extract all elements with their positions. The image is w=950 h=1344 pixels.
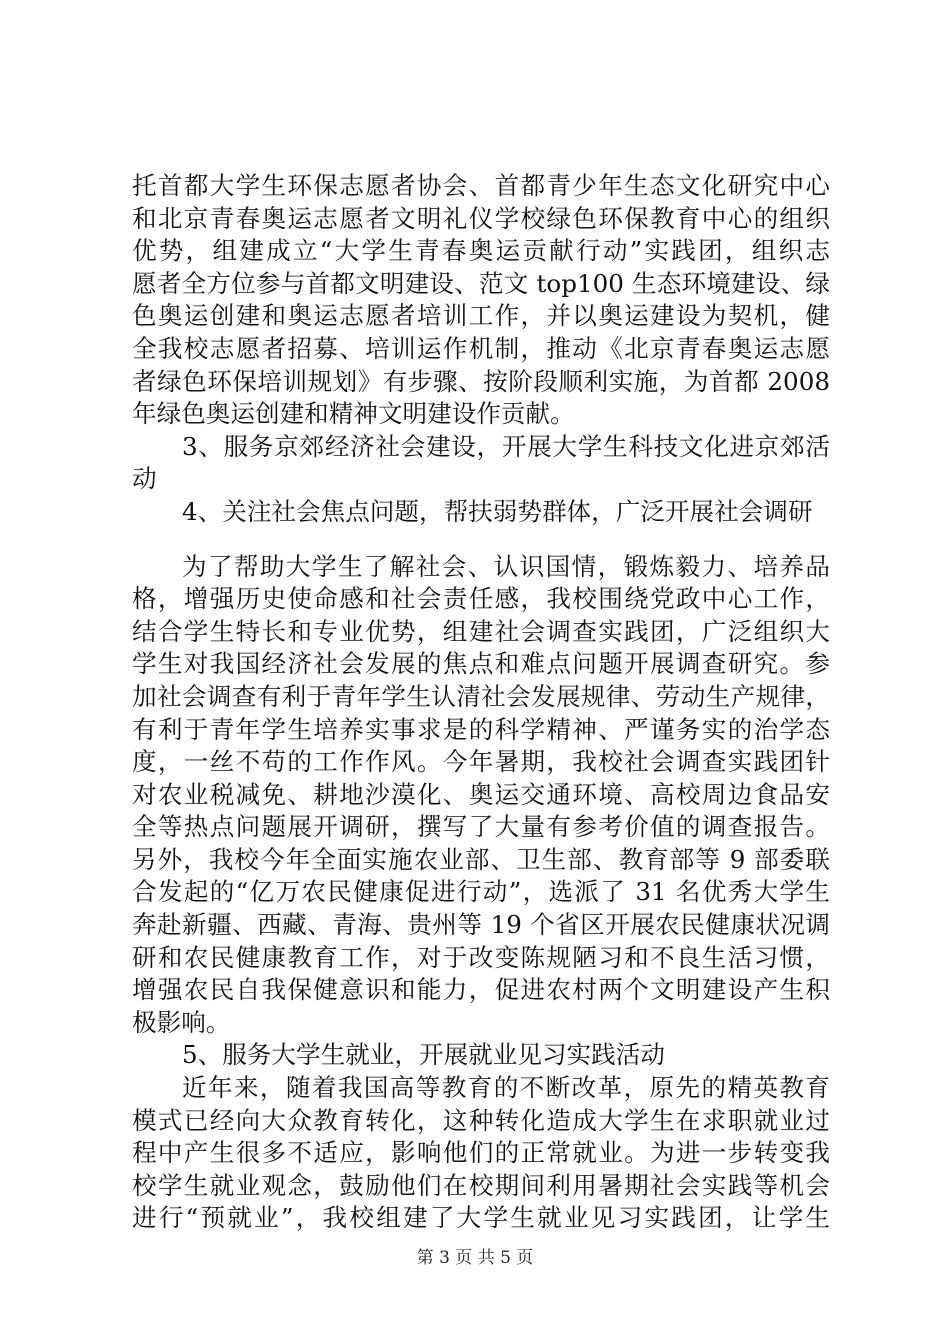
section-heading-4 xyxy=(132,496,830,529)
text-line: 托首都大学生环保志愿者协会、首都青少年生态文化研究中心 xyxy=(132,171,830,200)
text-line: 色奥运创建和奥运志愿者培训工作，并以奥运建设为契机，健 xyxy=(132,301,830,331)
paragraph-continuation xyxy=(132,170,830,431)
heading-line: 4、关注社会焦点问题，帮扶弱势群体，广泛开展社会调研 xyxy=(182,496,813,526)
page-footer: 第 3 页 共 5 页 xyxy=(416,1248,534,1268)
text-line: 全等热点问题展开调研，撰写了大量有参考价值的调查报告。 xyxy=(132,812,830,842)
section-heading-3 xyxy=(132,431,830,496)
text-line: 和北京青春奥运志愿者文明礼仪学校绿色环保教育中心的组织 xyxy=(132,203,830,233)
text-line: 增强农民自我保健意识和能力，促进农村两个文明建设产生积 xyxy=(132,975,830,1005)
document-body xyxy=(132,170,830,1235)
text-line: 者绿色环保培训规划》有步骤、按阶段顺利实施，为首都 2008 xyxy=(132,366,830,396)
text-line: 愿者全方位参与首都文明建设、范文 top100 生态环境建设、绿 xyxy=(132,268,830,298)
section-heading-5 xyxy=(132,1039,830,1072)
text-line: 有利于青年学生培养实事求是的科学精神、严谨务实的治学态 xyxy=(132,714,830,744)
text-line: 模式已经向大众教育转化，这种转化造成大学生在求职就业过 xyxy=(132,1105,830,1135)
paragraph-employment xyxy=(132,1072,830,1235)
heading-line: 3、服务京郊经济社会建设，开展大学生科技文化进京郊活 xyxy=(182,431,830,461)
text-line: 年绿色奥运创建和精神文明建设作贡献。 xyxy=(132,399,575,429)
text-line: 研和农民健康教育工作，对于改变陈规陋习和不良生活习惯， xyxy=(132,942,830,972)
heading-line: 5、服务大学生就业，开展就业见习实践活动 xyxy=(182,1040,665,1070)
text-line: 度，一丝不苟的工作作风。今年暑期，我校社会调查实践团针 xyxy=(132,747,830,777)
paragraph-social-research xyxy=(132,551,830,1040)
text-line: 极影响。 xyxy=(132,1007,231,1037)
text-line: 合发起的“亿万农民健康促进行动”，选派了 31 名优秀大学生 xyxy=(132,877,830,907)
text-line: 全我校志愿者招募、培训运作机制，推动《北京青春奥运志愿 xyxy=(132,333,830,363)
text-line: 近年来，随着我国高等教育的不断改革，原先的精英教育 xyxy=(182,1073,830,1103)
text-line: 学生对我国经济社会发展的焦点和难点问题开展调查研究。参 xyxy=(132,649,830,679)
text-line: 加社会调查有利于青年学生认清社会发展规律、劳动生产规律， xyxy=(132,681,830,711)
text-line: 格，增强历史使命感和社会责任感，我校围绕党政中心工作， xyxy=(132,584,830,614)
text-line: 对农业税减免、耕地沙漠化、奥运交通环境、高校周边食品安 xyxy=(132,779,830,809)
text-line: 另外，我校今年全面实施农业部、卫生部、教育部等 9 部委联 xyxy=(132,844,830,874)
text-line: 进行“预就业”，我校组建了大学生就业见习实践团，让学生 xyxy=(132,1203,830,1233)
text-line: 程中产生很多不适应，影响他们的正常就业。为进一步转变我 xyxy=(132,1138,830,1168)
blank-spacer xyxy=(132,529,830,551)
text-line: 校学生就业观念，鼓励他们在校期间利用暑期社会实践等机会 xyxy=(132,1170,830,1200)
text-line: 结合学生特长和专业优势，组建社会调查实践团，广泛组织大 xyxy=(132,616,830,646)
text-line: 优势，组建成立“大学生青春奥运贡献行动”实践团，组织志 xyxy=(132,236,830,266)
text-line: 奔赴新疆、西藏、青海、贵州等 19 个省区开展农民健康状况调 xyxy=(132,910,830,940)
heading-line: 动 xyxy=(132,464,157,494)
text-line: 为了帮助大学生了解社会、认识国情，锻炼毅力、培养品 xyxy=(182,551,830,581)
